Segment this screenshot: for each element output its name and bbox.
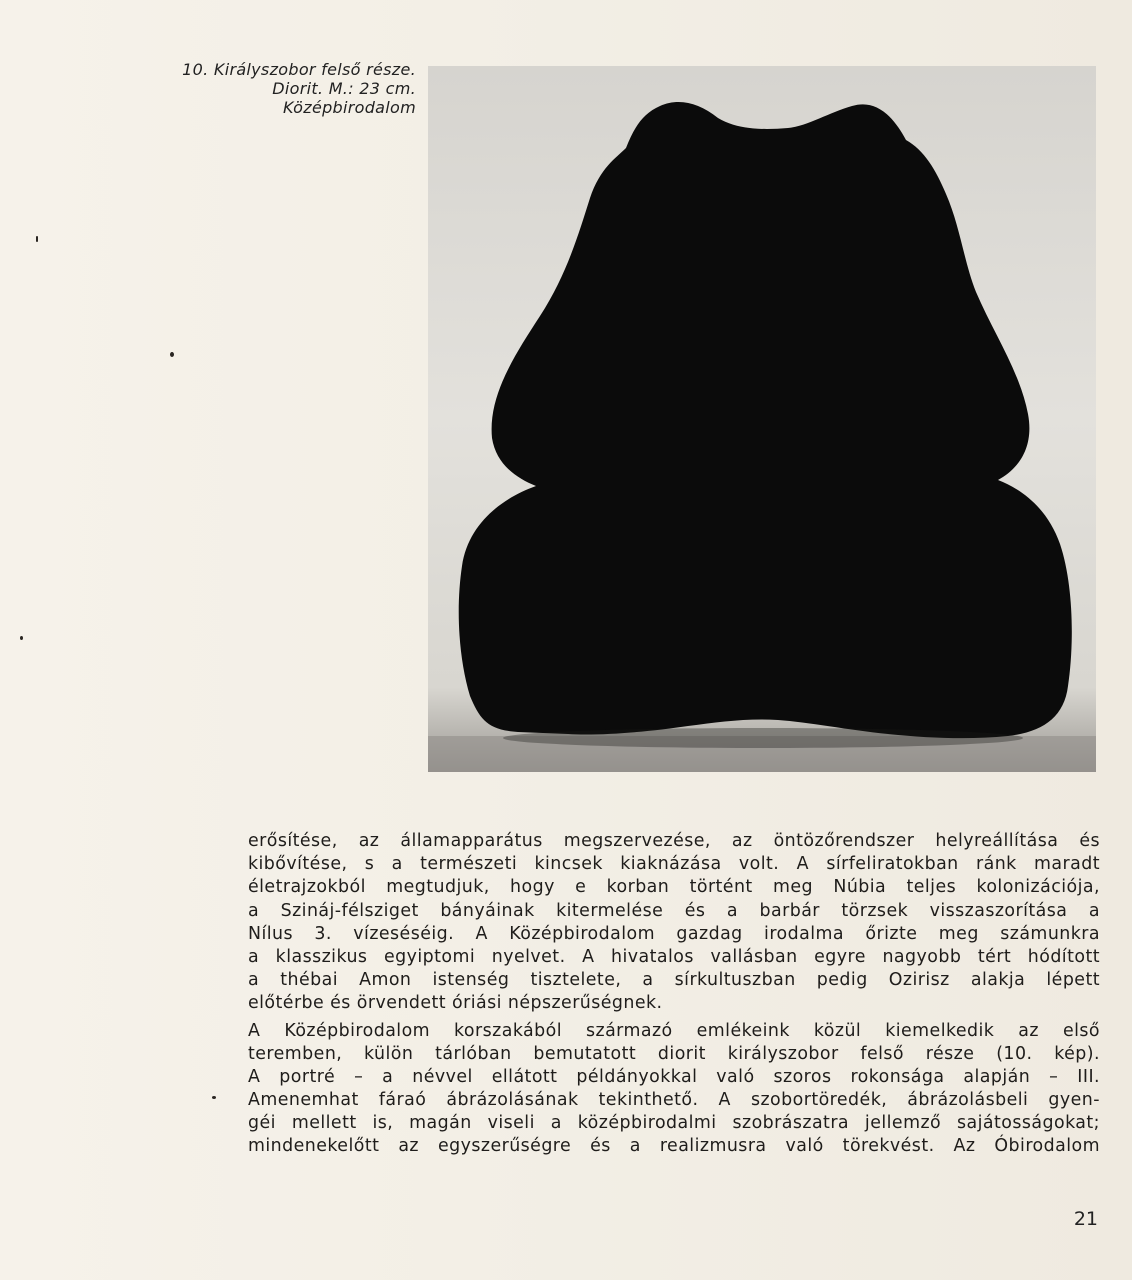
text-line: erősítése, az államapparátus megszervezése, az öntözőrendszer helyreállítása és [248, 831, 1100, 851]
text-line: Nílus 3. vízeséséig. A Középbirodalom gazdag irodalma őrizte meg számunkra [248, 923, 1100, 944]
text-line: a thébai Amon istenség tisztelete, a sírkultuszban pedig Ozirisz alakja lépett [248, 970, 1100, 991]
text-line: géi mellett is, magán viseli a középbirodalmi szobrászatra jellemző sajátosságokat; [248, 1113, 1100, 1134]
figure-caption [150, 60, 416, 117]
text-line: a Szináj-félsziget bányáinak kitermelése és a barbár törzsek visszaszorítása a [248, 900, 1100, 921]
text-line: A Középbirodalom korszakából származó emlékeink közül kiemelkedik az első [248, 1020, 1100, 1041]
caption-period: Középbirodalom [282, 98, 416, 117]
text-line: a klasszikus egyiptomi nyelvet. A hivatalos vallásban egyre nagyobb tért hódított [248, 946, 1100, 967]
text-line: mindenekelőtt az egyszerűségre és a realizmusra való törekvést. Az Óbirodalom [248, 1136, 1100, 1157]
paragraph-2 [248, 1020, 1100, 1159]
statue-photograph [428, 66, 1096, 772]
page-speck [212, 1096, 216, 1099]
page-speck [36, 236, 38, 242]
statue-base-shadow [503, 728, 1023, 748]
paragraph-1 [248, 830, 1100, 1016]
caption-material: Diorit. M.: 23 cm. [272, 79, 416, 98]
text-line: A portré – a névvel ellátott példányokkal való szoros rokonsága alapján – III. [248, 1066, 1100, 1087]
page-number: 21 [1073, 1208, 1098, 1230]
caption-title: 10. Királyszobor felső része. [182, 60, 416, 79]
text-line: életrajzokból megtudjuk, hogy e korban történt meg Núbia teljes kolonizációja, [248, 877, 1100, 898]
text-line: kibővítése, s a természeti kincsek kiaknázása volt. A sírfeliratokban ránk maradt [248, 854, 1100, 875]
statue-silhouette [428, 66, 1096, 772]
text-line: Amenemhat fáraó ábrázolásának tekinthető. A szobortöredék, ábrázolásbeli gyen- [248, 1090, 1100, 1111]
body-text [248, 830, 1100, 1159]
text-line: előtérbe és örvendett óriási népszerűségnek. [248, 993, 663, 1014]
text-line: teremben, külön tárlóban bemutatott diorit királyszobor felső része (10. kép). [248, 1043, 1100, 1064]
page-speck [170, 352, 174, 357]
page-speck [20, 636, 23, 640]
